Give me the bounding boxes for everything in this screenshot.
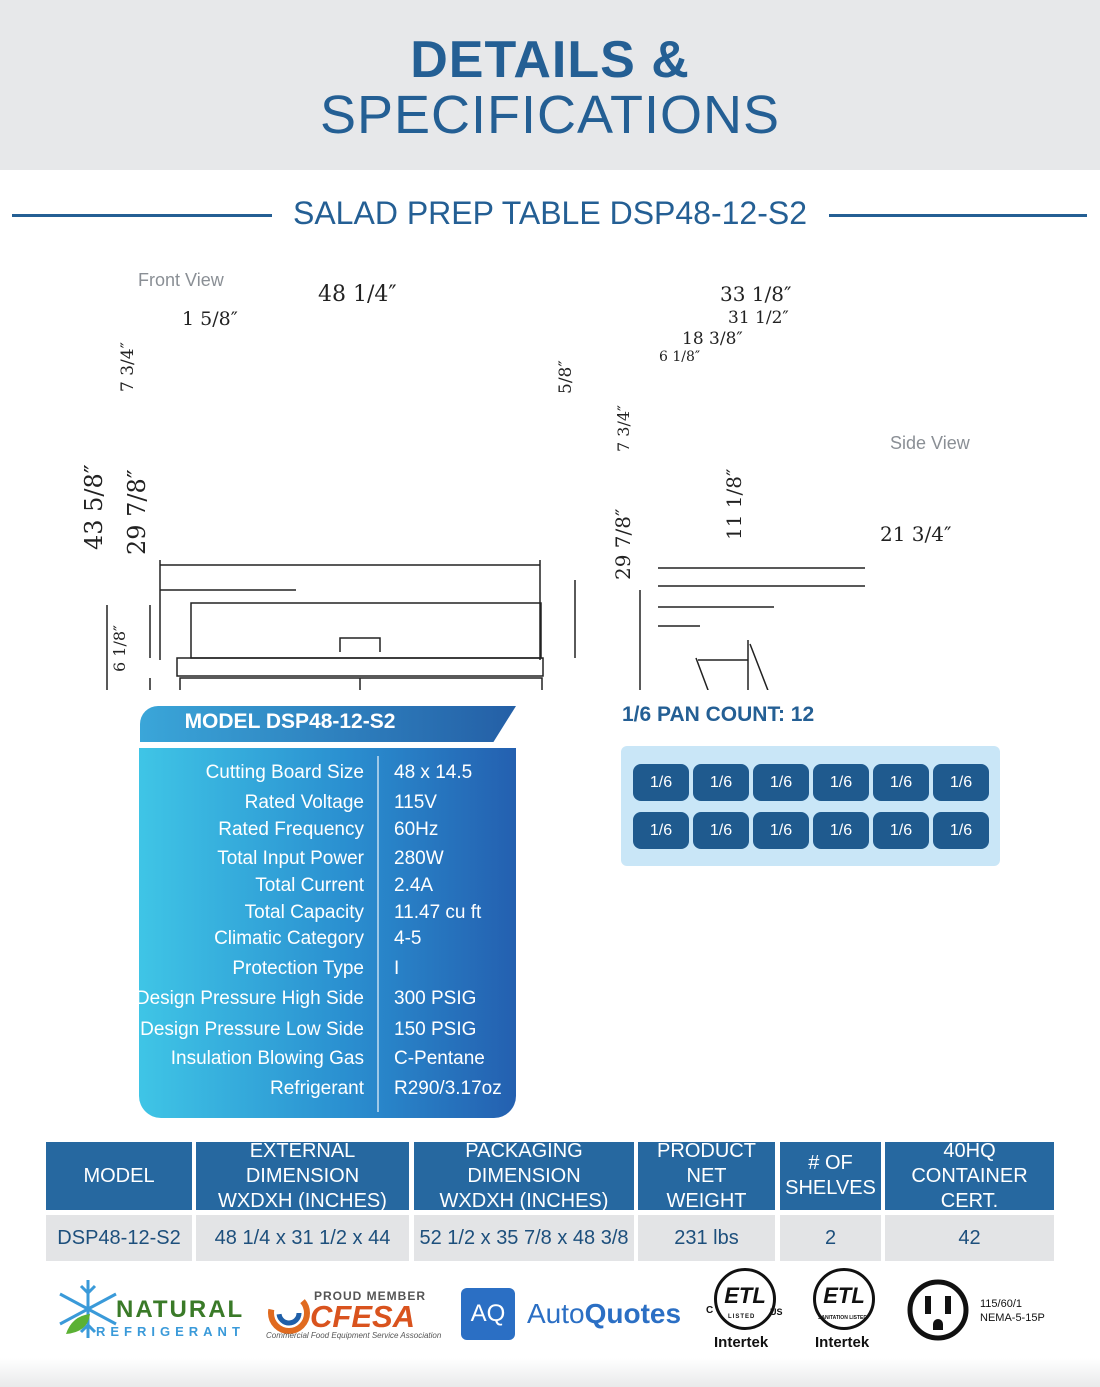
pan-slot: 1/6 <box>633 764 689 801</box>
side-dim-swing-label: 21 3/4″ <box>880 522 952 546</box>
table-header-text: EXTERNAL DIMENSION <box>245 1139 360 1187</box>
front-cabinet <box>180 678 542 690</box>
spec-label: Insulation Blowing Gas <box>170 1048 364 1069</box>
table-header-model <box>46 1142 192 1210</box>
page-title-line2: SPECIFICATIONS <box>319 85 781 145</box>
pan-slot: 1/6 <box>933 812 989 849</box>
side-pan-cut <box>696 640 774 690</box>
front-dim-body-height: 29 7/8″ <box>123 469 151 555</box>
spec-value: 2.4A <box>394 875 434 896</box>
product-title: SALAD PREP TABLE DSP48-12-S2 <box>292 195 808 231</box>
table-header-shelves <box>780 1142 881 1210</box>
side-dim-rail-label: 18 3/8″ <box>682 329 743 349</box>
cfesa-name: CFESA <box>310 1299 416 1334</box>
cfesa-swirl-icon <box>266 1290 312 1336</box>
side-dim-body-height-label: 29 7/8″ <box>611 508 635 580</box>
pan-slot: 1/6 <box>813 764 869 801</box>
front-dim-gap: 5/8″ <box>556 360 576 394</box>
spec-label: Total Input Power <box>217 848 364 869</box>
plug-type: NEMA-5-15P <box>980 1312 1045 1324</box>
front-dim-width: 48 1/4″ <box>318 282 397 307</box>
spec-value: C-Pentane <box>394 1048 485 1069</box>
table-header-weight <box>638 1139 775 1212</box>
front-lid-handle <box>340 638 380 652</box>
cfesa-proud-member: PROUD MEMBER <box>314 1289 427 1303</box>
table-cell: DSP48-12-S2 <box>46 1215 192 1261</box>
spec-label: Climatic Category <box>214 928 364 949</box>
table-header-text: WXDXH (INCHES) <box>439 1189 609 1212</box>
table-cell: 52 1/2 x 35 7/8 x 48 3/8 <box>414 1215 634 1261</box>
pan-slot: 1/6 <box>933 764 989 801</box>
etl-listed-mark: ETL <box>714 1268 776 1330</box>
spec-label: Rated Voltage <box>244 792 364 813</box>
model-tab-label: MODEL DSP48-12-S2 <box>184 710 396 733</box>
front-dim-caster: 6 1/8″ <box>110 625 129 672</box>
spec-value: R290/3.17oz <box>394 1078 502 1099</box>
table-header-text: WEIGHT <box>666 1189 747 1212</box>
pan-slot: 1/6 <box>753 812 809 849</box>
pan-slot: 1/6 <box>753 764 809 801</box>
pan-slot: 1/6 <box>693 764 749 801</box>
footer-band <box>0 1358 1100 1387</box>
front-lid-outline <box>191 603 541 658</box>
pan-slot: 1/6 <box>813 812 869 849</box>
spec-label: Refrigerant <box>270 1078 364 1099</box>
spec-divider <box>377 756 379 1112</box>
etl-c-mark: C <box>706 1305 714 1316</box>
side-dim-top-height-label: 7 3/4″ <box>614 405 633 452</box>
autoquotes-auto: Auto <box>527 1298 585 1329</box>
spec-label: Cutting Board Size <box>205 762 364 783</box>
pan-slot: 1/6 <box>693 812 749 849</box>
side-dim-front-label: 6 1/8″ <box>659 349 701 365</box>
natural-refrigerant-subtitle: REFRIGERANT <box>96 1324 245 1339</box>
front-view-label: Front View <box>138 270 224 290</box>
spec-label: Rated Frequency <box>218 819 364 840</box>
etl-listed-text: LISTED <box>728 1314 756 1320</box>
front-dim-top-height: 7 3/4″ <box>118 342 138 392</box>
table-header-text: MODEL <box>83 1164 155 1187</box>
spec-label: Total Capacity <box>244 902 364 923</box>
table-header-text: 40HQ <box>943 1139 996 1162</box>
natural-refrigerant-title: NATURAL <box>116 1296 245 1323</box>
autoquotes-badge: AQ <box>461 1288 515 1340</box>
front-view-drawing <box>107 560 575 690</box>
side-dim-body-label: 31 1/2″ <box>728 308 789 328</box>
spec-value: 150 PSIG <box>394 1019 477 1040</box>
side-dim-total-label: 33 1/8″ <box>720 282 792 306</box>
front-dim-total-height: 43 5/8″ <box>80 464 108 550</box>
table-cell: 231 lbs <box>638 1215 775 1261</box>
front-dim-offset: 1 5/8″ <box>182 308 238 330</box>
autoquotes-wordmark <box>527 1298 681 1330</box>
pan-count-title: 1/6 PAN COUNT: 12 <box>622 703 815 726</box>
page-title-line1: DETAILS & <box>410 31 690 89</box>
plug-rating: 115/60/1 <box>980 1298 1023 1310</box>
nema-plug-icon <box>906 1278 970 1342</box>
front-cutting-board <box>177 658 543 676</box>
spec-value: 115V <box>394 792 437 813</box>
spec-value: 60Hz <box>394 819 439 840</box>
table-header-text: # OF <box>808 1152 853 1174</box>
spec-value: 4-5 <box>394 928 422 949</box>
table-header-container <box>885 1139 1054 1212</box>
autoquotes-quotes: Quotes <box>584 1298 682 1329</box>
side-view-label: Side View <box>890 433 970 453</box>
pan-slot: 1/6 <box>873 812 929 849</box>
etl-us-mark: US <box>770 1307 783 1317</box>
spec-label: Design Pressure High Side <box>135 988 364 1009</box>
cfesa-subtitle: Commercial Food Equipment Service Association <box>266 1331 442 1340</box>
spec-value: 300 PSIG <box>394 988 477 1009</box>
table-cell: 2 <box>780 1215 881 1261</box>
table-cell: 48 1/4 x 31 1/2 x 44 <box>196 1215 409 1261</box>
spec-label: Protection Type <box>232 958 364 979</box>
table-header-text: WXDXH (INCHES) <box>218 1189 387 1212</box>
table-header-text: SHELVES <box>785 1177 876 1199</box>
side-view-drawing <box>640 568 990 690</box>
pan-slot: 1/6 <box>873 764 929 801</box>
side-dim-inner-height-label: 11 1/8″ <box>722 468 746 540</box>
etl-sanitation-text: SANITATION LISTED <box>818 1315 867 1321</box>
table-cell: 42 <box>885 1215 1054 1261</box>
spec-value: 48 x 14.5 <box>394 762 473 783</box>
spec-label: Design Pressure Low Side <box>140 1019 364 1040</box>
spec-value: 280W <box>394 848 444 869</box>
spec-value: 11.47 cu ft <box>394 902 482 923</box>
table-header-text: PACKAGING DIMENSION <box>465 1139 583 1187</box>
etl-sanitation-mark: ETL <box>813 1268 875 1330</box>
table-header-packaging <box>414 1139 634 1212</box>
dimension-drawings <box>0 260 1100 690</box>
table-header-text: PRODUCT NET <box>657 1139 756 1187</box>
intertek-label-2: Intertek <box>815 1334 870 1351</box>
table-header-external <box>196 1139 409 1212</box>
spec-value: I <box>394 958 400 979</box>
table-header-text: CONTAINER CERT. <box>911 1164 1028 1212</box>
pan-slot: 1/6 <box>633 812 689 849</box>
intertek-label-1: Intertek <box>714 1334 769 1351</box>
spec-label: Total Current <box>255 875 364 896</box>
